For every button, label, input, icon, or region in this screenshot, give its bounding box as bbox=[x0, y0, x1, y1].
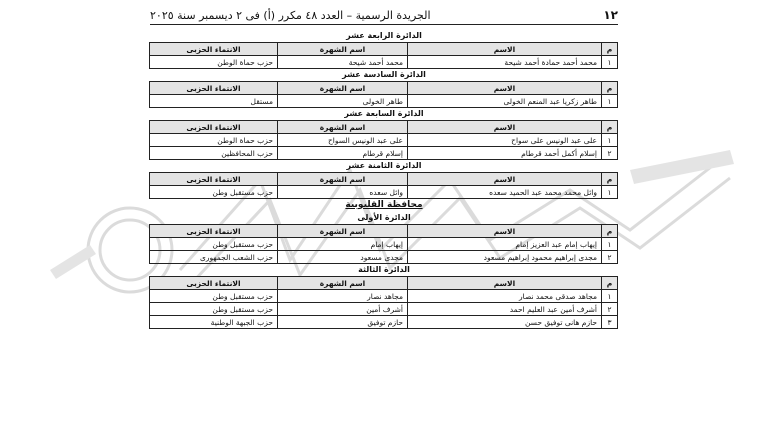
table-row bbox=[150, 186, 618, 199]
cell-name: حازم هانى توفيق حسن bbox=[408, 316, 602, 329]
district-section bbox=[150, 212, 618, 264]
cell-fame: مجاهد نصار bbox=[278, 290, 408, 303]
col-header-party: الانتماء الحزبى bbox=[150, 173, 278, 186]
header-divider bbox=[150, 24, 618, 25]
table-row bbox=[150, 95, 618, 108]
col-header-party: الانتماء الحزبى bbox=[150, 277, 278, 290]
cell-party: حزب مستقبل وطن bbox=[150, 238, 278, 251]
district-section bbox=[150, 69, 618, 108]
cell-number: ١ bbox=[602, 290, 618, 303]
district-section bbox=[150, 264, 618, 329]
candidates-table bbox=[149, 224, 618, 264]
cell-party: حزب حماة الوطن bbox=[150, 134, 278, 147]
page-number: ١٢ bbox=[603, 8, 618, 22]
col-header-name: الاسم bbox=[408, 43, 602, 56]
col-header-number: م bbox=[602, 173, 618, 186]
district-title: الدائرة الثامنة عشر bbox=[346, 161, 422, 170]
candidates-table bbox=[149, 120, 618, 160]
table-row bbox=[150, 303, 618, 316]
governorate-sections bbox=[150, 212, 618, 329]
col-header-name: الاسم bbox=[408, 121, 602, 134]
cell-party: حزب مستقبل وطن bbox=[150, 186, 278, 199]
candidates-table bbox=[149, 172, 618, 199]
cell-fame: محمد أحمد شيحة bbox=[278, 56, 408, 69]
district-title: الدائرة السابعة عشر bbox=[344, 109, 424, 118]
cell-number: ٢ bbox=[602, 147, 618, 160]
cell-fame: طاهر الخولى bbox=[278, 95, 408, 108]
cell-name: مجاهد صدقى محمد نصار bbox=[408, 290, 602, 303]
cell-number: ١ bbox=[602, 186, 618, 199]
col-header-number: م bbox=[602, 277, 618, 290]
cell-name: مجدى إبراهيم محمود إبراهيم مسعود bbox=[408, 251, 602, 264]
cell-number: ٢ bbox=[602, 303, 618, 316]
cell-name: على عبد الونيس على سواح bbox=[408, 134, 602, 147]
district-section bbox=[150, 30, 618, 69]
gazette-title: الجريدة الرسمية – العدد ٤٨ مكرر (أ) فى ٢ ديسمبر سنة ٢٠٢٥ bbox=[150, 8, 431, 22]
col-header-fame: اسم الشهرة bbox=[278, 121, 408, 134]
cell-fame: حازم توفيق bbox=[278, 316, 408, 329]
district-title: الدائرة الأولى bbox=[357, 213, 411, 222]
cell-number: ١ bbox=[602, 134, 618, 147]
cell-fame: على عبد الونيس السواح bbox=[278, 134, 408, 147]
cell-fame: إيهاب إمام bbox=[278, 238, 408, 251]
district-sections bbox=[150, 30, 618, 199]
table-header-row bbox=[150, 277, 618, 290]
table-row bbox=[150, 290, 618, 303]
table-header-row bbox=[150, 43, 618, 56]
table-row bbox=[150, 251, 618, 264]
candidates-table bbox=[149, 81, 618, 108]
col-header-fame: اسم الشهرة bbox=[278, 43, 408, 56]
table-row bbox=[150, 238, 618, 251]
content bbox=[150, 30, 618, 329]
cell-name: وائل محمد محمد عبد الحميد سعده bbox=[408, 186, 602, 199]
col-header-number: م bbox=[602, 82, 618, 95]
cell-fame: وائل سعده bbox=[278, 186, 408, 199]
cell-name: أشرف أمين عبد العليم احمد bbox=[408, 303, 602, 316]
col-header-fame: اسم الشهرة bbox=[278, 173, 408, 186]
col-header-number: م bbox=[602, 121, 618, 134]
candidates-table bbox=[149, 276, 618, 329]
candidates-table bbox=[149, 42, 618, 69]
cell-name: طاهر زكريا عبد المنعم الخولى bbox=[408, 95, 602, 108]
district-section bbox=[150, 160, 618, 199]
col-header-name: الاسم bbox=[408, 225, 602, 238]
cell-name: إيهاب إمام عبد العزيز إمام bbox=[408, 238, 602, 251]
page-header bbox=[150, 8, 618, 22]
district-title: الدائرة الثالثة bbox=[358, 265, 410, 274]
cell-number: ٢ bbox=[602, 251, 618, 264]
cell-name: إسلام أكمل أحمد قرطام bbox=[408, 147, 602, 160]
table-row bbox=[150, 56, 618, 69]
table-header-row bbox=[150, 82, 618, 95]
table-row bbox=[150, 316, 618, 329]
col-header-number: م bbox=[602, 225, 618, 238]
col-header-fame: اسم الشهرة bbox=[278, 82, 408, 95]
table-row bbox=[150, 134, 618, 147]
cell-party: مستقل bbox=[150, 95, 278, 108]
cell-party: حزب المحافظين bbox=[150, 147, 278, 160]
col-header-fame: اسم الشهرة bbox=[278, 277, 408, 290]
cell-fame: أشرف أمين bbox=[278, 303, 408, 316]
district-title: الدائرة الرابعة عشر bbox=[346, 31, 422, 40]
col-header-name: الاسم bbox=[408, 173, 602, 186]
cell-number: ١ bbox=[602, 238, 618, 251]
col-header-party: الانتماء الحزبى bbox=[150, 82, 278, 95]
cell-fame: مجدى مسعود bbox=[278, 251, 408, 264]
col-header-party: الانتماء الحزبى bbox=[150, 225, 278, 238]
cell-party: حزب مستقبل وطن bbox=[150, 303, 278, 316]
cell-party: حزب حماة الوطن bbox=[150, 56, 278, 69]
col-header-number: م bbox=[602, 43, 618, 56]
col-header-fame: اسم الشهرة bbox=[278, 225, 408, 238]
district-title: الدائرة السادسة عشر bbox=[342, 70, 426, 79]
cell-name: محمد أحمد حمادة أحمد شيحة bbox=[408, 56, 602, 69]
table-row bbox=[150, 147, 618, 160]
cell-party: حزب الجبهة الوطنية bbox=[150, 316, 278, 329]
cell-party: حزب مستقبل وطن bbox=[150, 290, 278, 303]
cell-number: ١ bbox=[602, 95, 618, 108]
cell-party: حزب الشعب الجمهورى bbox=[150, 251, 278, 264]
table-header-row bbox=[150, 173, 618, 186]
governorate-title: محافظة القليوبية bbox=[345, 200, 423, 210]
cell-fame: إسلام قرطام bbox=[278, 147, 408, 160]
district-section bbox=[150, 108, 618, 160]
table-header-row bbox=[150, 121, 618, 134]
cell-number: ١ bbox=[602, 56, 618, 69]
col-header-name: الاسم bbox=[408, 82, 602, 95]
col-header-name: الاسم bbox=[408, 277, 602, 290]
table-header-row bbox=[150, 225, 618, 238]
cell-number: ٣ bbox=[602, 316, 618, 329]
col-header-party: الانتماء الحزبى bbox=[150, 43, 278, 56]
col-header-party: الانتماء الحزبى bbox=[150, 121, 278, 134]
